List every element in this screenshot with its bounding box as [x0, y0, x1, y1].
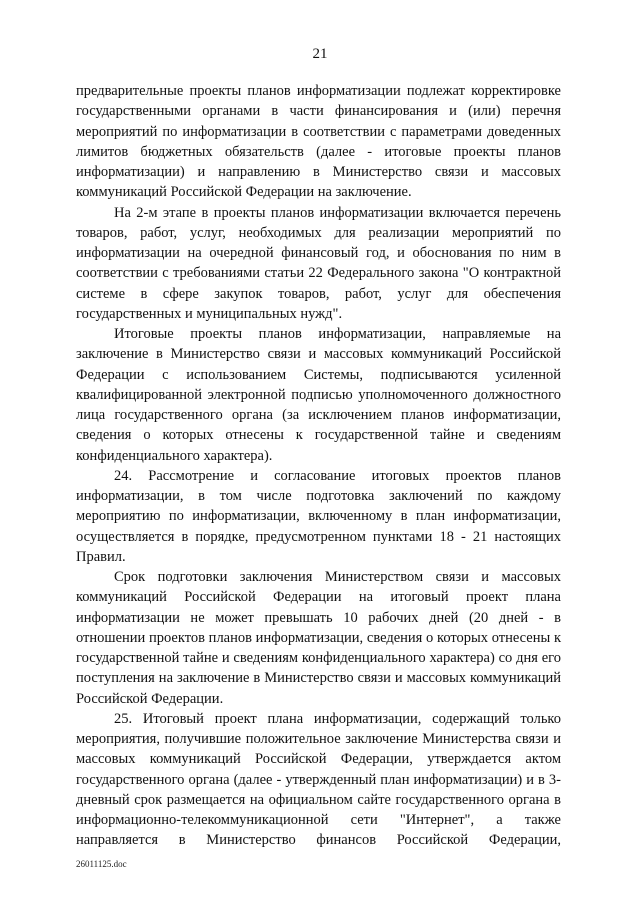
page-number: 21 — [312, 46, 328, 62]
paragraph-6: 25. Итоговый проект плана информатизации, содержащий только мероприятия, получившие положительное заключение Министерства связи и массовых коммуникаций Российской Федерации, утверждается актом государственного органа (далее - утвержденный план информатизации) и в 3-дневный срок размещается на официальном сайте государственного органа в информационно-телекоммуникационной сети "Интернет", а также направляется в Министерство финансов Российской Федерации, — [76, 710, 561, 849]
paragraph-4: 24. Рассмотрение и согласование итоговых проектов планов информатизации, в том числе подготовка заключений по каждому мероприятию по информатизации, включенному в план информатизации, осуществляется в порядке, предусмотренном пунктами 18 - 21 настоящих Правил. — [76, 467, 561, 565]
paragraph-1: предварительные проекты планов информатизации подлежат корректировке государственными органами в части финансирования и (или) перечня мероприятий по информатизации в соответствии с параметрами доведенных лимитов бюджетных обязательств (далее - итоговые проекты планов информатизации) и направлению в Министерство связи и массовых коммуникаций Российской Федерации на заключение. — [76, 83, 561, 201]
paragraph-5: Срок подготовки заключения Министерством связи и массовых коммуникаций Российской Федерации на итоговый проект плана информатизации не может превышать 10 рабочих дней (20 дней - в отношении проектов планов информатизации, сведения о которых отнесены к государственной тайне и сведениям конфиденциального характера) со дня его поступления на заключение в Министерство связи и массовых коммуникаций Российской Федерации. — [76, 569, 561, 707]
document-footer-filename: 26011125.doc — [76, 859, 127, 869]
paragraph-3: Итоговые проекты планов информатизации, направляемые на заключение в Министерство связи и массовых коммуникаций Российской Федерации с использованием Системы, подписываются усиленной квалифицированной электронной подписью уполномоченного должностного лица государственного органа (за исключением планов информатизации, сведения о которых отнесены к государственной тайне и сведениям конфиденциального характера). — [76, 326, 561, 464]
document-body — [76, 81, 561, 851]
paragraph-2: На 2-м этапе в проекты планов информатизации включается перечень товаров, работ, услуг, необходимых для реализации мероприятий по информатизации на очередной финансовый год, и обоснования по ним в соответствии с требованиями статьи 22 Федерального закона "О контрактной системе в сфере закупок товаров, работ, услуг для обеспечения государственных и муниципальных нужд". — [76, 204, 561, 322]
